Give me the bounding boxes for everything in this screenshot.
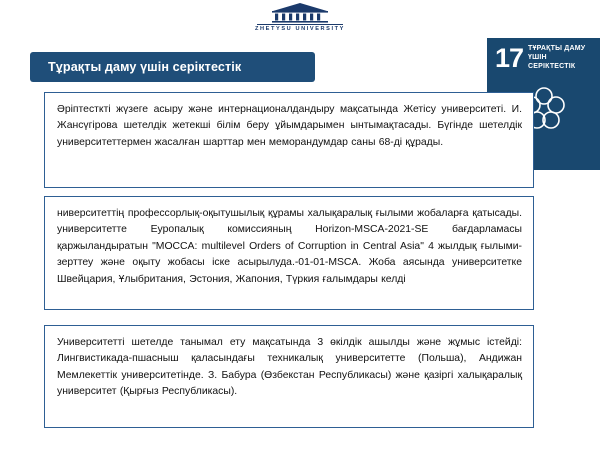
slide-title-bar	[30, 52, 315, 82]
university-logo	[252, 3, 348, 41]
university-name: ZHETYSU UNIVERSITY	[254, 26, 346, 32]
logo-divider	[257, 24, 343, 25]
sdg-title-line2: ҮШІН СЕРІКТЕСТІК	[528, 54, 576, 70]
page-title: Тұрақты даму үшін серіктестік	[48, 60, 242, 74]
slide-header	[0, 0, 600, 42]
university-building-icon	[263, 3, 337, 23]
content-box-1-text: Әріптесткті жүзеге асыру және интернационалдандыру мақсатында Жетісу университеті. И. Жансүгірова шетелдік жетекші білім беру ұйымдарымен ынтымақтасады. Бүгінде шетелдік университеттермен жасалған шарттар мен меморандумдар саны 68-ді құрады.	[57, 104, 522, 148]
content-box-2-text: ниверситеттің профессорлық-оқытушылық құрамы халықаралық ғылыми жобаларға қатысады. университетте Еуропалық комиссияның Horizon-MSCA-2021-SE бағдарламасы қаржыландыратын "MOCCA: multilevel Orders of Corruption in Central Asia" 4 жылдық ғылыми-зерттеу және оқыту жобасы іске асырылуда.-01-01-MSCA. Жоба аясында университетке Швейцария, Ұлыбритания, Эстония, Жапония, Түркия ғалымдары келді	[57, 208, 522, 285]
content-box-3-text: Университетті шетелде танымал ету мақсатында 3 өкілдік ашылды және жұмыс істейді: Лингвистикада-пшасныш қаласындағы техникалық университетте (Польша), Андижан Мемлекеттік университетінде. З. Бабура (Өзбекстан Республикасы) және қазіргі халықаралық университет (Қырғыз Республикасы).	[57, 337, 522, 398]
sdg-heading	[487, 38, 600, 72]
content-box-2	[44, 196, 534, 310]
sdg-title	[528, 45, 594, 71]
content-box-1	[44, 92, 534, 188]
sdg-title-line1: ТҰРАҚТЫ ДАМУ	[528, 45, 586, 53]
content-box-3	[44, 325, 534, 428]
sdg-number: 17	[495, 43, 524, 73]
